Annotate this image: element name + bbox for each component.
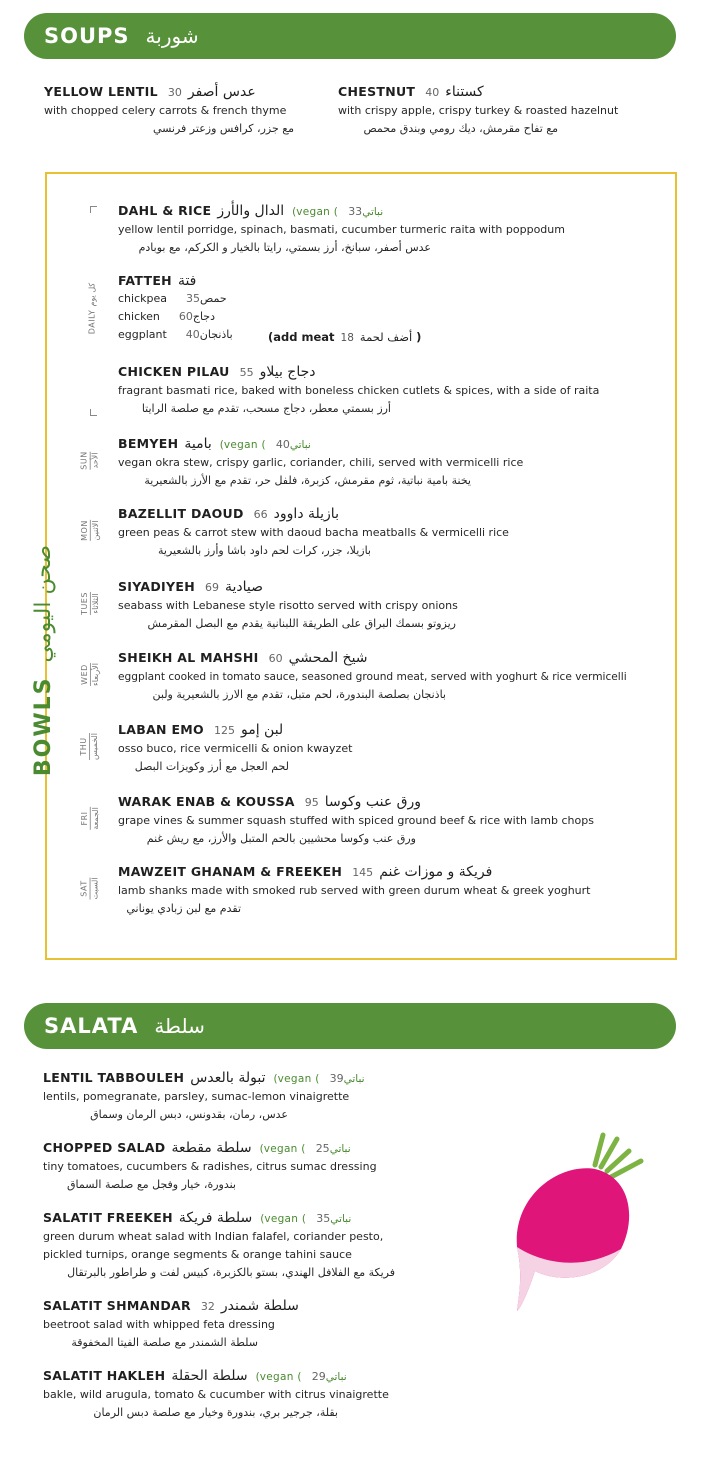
vegan-tag: (vegan (نباتي — [273, 1073, 365, 1085]
soups-title: SOUPS — [44, 24, 130, 48]
bowl-item-siyadiyeh — [118, 578, 458, 632]
day-tag-tues: TUES الثلاثاء — [79, 591, 100, 615]
item-name: YELLOW LENTIL — [44, 84, 158, 99]
item-desc-ar: عدس، رمان، بقدونس، دبس الرمان وسماق — [90, 1108, 288, 1121]
item-price: 35 — [316, 1212, 331, 1225]
bowl-item-dahl-rice — [118, 202, 565, 256]
item-desc: tiny tomatoes, cucumbers & radishes, citrus sumac dressing — [43, 1160, 377, 1173]
item-name-ar: فتة — [177, 273, 197, 289]
item-desc: lentils, pomegranate, parsley, sumac-lemon vinaigrette — [43, 1090, 350, 1103]
item-name: WARAK ENAB & KOUSSA — [118, 794, 295, 809]
day-tag-fri: FRI الجمعة — [79, 806, 100, 830]
item-price: 30 — [167, 86, 182, 99]
item-name-ar: سلطة الحقلة — [171, 1368, 248, 1384]
item-desc-ar: باذنجان بصلصة البندورة، لحم متبل، تقدم مع الارز بالشعيرية ولبن — [152, 688, 446, 701]
item-name: SHEIKH AL MAHSHI — [118, 650, 259, 665]
bowls-title-ar: صحن اليومي — [31, 544, 57, 662]
item-desc: yellow lentil porridge, spinach, basmati, cucumber turmeric raita with poppodum — [118, 223, 565, 236]
bowl-item-bazellit-daoud — [118, 505, 509, 559]
item-desc: lamb shanks made with smoked rub served with green durum wheat & greek yoghurt — [118, 884, 591, 897]
fatteh-option: chicken دجاج60 — [118, 310, 215, 323]
item-desc-ar: تقدم مع لبن زبادي يوناني — [126, 902, 241, 915]
salata-title: SALATA — [44, 1014, 139, 1038]
salad-item-chopped-salad — [43, 1139, 377, 1193]
soup-item-yellow-lentil — [44, 83, 294, 137]
item-name-ar: ورق عنب وكوسا — [324, 794, 422, 810]
item-name: LENTIL TABBOULEH — [43, 1070, 185, 1085]
add-meat-note: (add meat أضف لحمة18 ) — [268, 330, 422, 344]
bowls-label — [16, 530, 72, 790]
item-price: 40 — [275, 438, 290, 451]
beetroot-illustration — [505, 1125, 665, 1315]
soup-item-chestnut — [338, 83, 618, 137]
item-name: LABAN EMO — [118, 722, 204, 737]
add-meat-price: 18 — [340, 332, 354, 344]
item-name-ar: عدس أصفر — [187, 84, 256, 100]
item-name: SALATIT HAKLEH — [43, 1368, 166, 1383]
item-name: MAWZEIT GHANAM & FREEKEH — [118, 864, 343, 879]
vegan-tag: (vegan (نباتي — [219, 439, 311, 451]
item-price: 66 — [253, 508, 268, 521]
item-name-ar: لبن إمو — [240, 722, 284, 738]
item-desc: vegan okra stew, crispy garlic, coriander, chili, served with vermicelli rice — [118, 456, 524, 469]
beet-leaves-icon — [595, 1135, 641, 1177]
fatteh-option: chickpea حمص35 — [118, 292, 227, 305]
beet-body-icon — [517, 1168, 629, 1311]
item-price: 69 — [204, 581, 219, 594]
item-name: BAZELLIT DAOUD — [118, 506, 244, 521]
item-price: 145 — [352, 866, 374, 879]
item-name-ar: سلطة فريكة — [178, 1210, 253, 1226]
bowl-item-bemyeh — [118, 435, 523, 489]
item-name: SIYADIYEH — [118, 579, 195, 594]
item-desc-ar: بندورة، خيار وفجل مع صلصة السماق — [67, 1178, 236, 1191]
item-desc-ar: مع تفاح مقرمش، ديك رومي وبندق محمص — [363, 122, 558, 135]
item-desc: with crispy apple, crispy turkey & roasted hazelnut — [338, 104, 619, 117]
day-tag-sat: SAT السبت — [79, 876, 100, 900]
day-tag-wed: WED الأربعاء — [79, 662, 100, 686]
salad-item-salatit-freekeh — [43, 1209, 395, 1281]
fatteh-option: eggplant باذنجان40 — [118, 328, 233, 341]
item-name: SALATIT FREEKEH — [43, 1210, 173, 1225]
item-desc-ar: يخنة بامية نباتية، ثوم مقرمش، كزبرة، فلفل حر، تقدم مع الأرز بالشعيرية — [144, 474, 471, 487]
soups-header — [24, 13, 676, 59]
item-desc: with chopped celery carrots & french thyme — [44, 104, 287, 117]
item-desc: green durum wheat salad with Indian falafel, coriander pesto, — [43, 1230, 384, 1243]
vegan-tag: (vegan (نباتي — [292, 206, 384, 218]
item-name: BEMYEH — [118, 436, 179, 451]
item-name-ar: كستناء — [445, 84, 484, 100]
bowl-item-fatteh — [118, 272, 233, 344]
vegan-tag: (vegan (نباتي — [260, 1213, 352, 1225]
item-price: 25 — [315, 1142, 330, 1155]
salata-title-ar: سلطة — [154, 1014, 205, 1038]
item-name: CHICKEN PILAU — [118, 364, 230, 379]
daily-label: DAILY كل يوم — [87, 282, 97, 335]
item-desc: fragrant basmati rice, baked with boneless chicken cutlets & spices, with a side of raita — [118, 384, 600, 397]
item-price: 40 — [425, 86, 440, 99]
item-name-ar: صيادية — [224, 579, 263, 595]
item-name-ar: تبولة بالعدس — [190, 1070, 266, 1086]
item-name: CHESTNUT — [338, 84, 416, 99]
item-price: 33 — [348, 205, 363, 218]
bowl-item-sheikh-al-mahshi — [118, 649, 627, 703]
bowl-item-laban-emo — [118, 721, 352, 775]
item-price: 32 — [200, 1300, 215, 1313]
item-name-ar: بازيلة داوود — [273, 506, 339, 522]
add-meat-label-ar: أضف لحمة — [359, 330, 413, 344]
item-price: 39 — [329, 1072, 344, 1085]
salad-item-salatit-shmandar — [43, 1297, 299, 1351]
add-meat-label: (add meat — [268, 330, 335, 344]
item-desc-ar: مع جزر، كرافس وزعتر فرنسي — [152, 122, 294, 135]
item-name: DAHL & RICE — [118, 203, 212, 218]
item-desc: green peas & carrot stew with daoud bacha meatballs & vermicelli rice — [118, 526, 509, 539]
item-desc-ar: عدس أصفر، سبانخ، أرز بسمتي، رايتا بالخيار و الكركم، مع بوبادم — [138, 241, 431, 254]
item-desc: bakle, wild arugula, tomato & cucumber with citrus vinaigrette — [43, 1388, 389, 1401]
item-price: 125 — [213, 724, 235, 737]
item-name-ar: سلطة شمندر — [220, 1298, 299, 1314]
item-name-ar: شيخ المحشي — [288, 650, 368, 666]
item-price: 55 — [239, 366, 254, 379]
day-tag-mon: MON الاثنين — [79, 519, 100, 541]
item-desc-ar: ريزوتو بسمك البراق على الطريقة اللبنانية يقدم مع البصل المقرمش — [147, 617, 456, 630]
item-price: 60 — [268, 652, 283, 665]
vegan-tag: (vegan (نباتي — [259, 1143, 351, 1155]
salad-item-lentil-tabbouleh — [43, 1069, 365, 1123]
item-name-ar: فريكة و موزات غنم — [379, 864, 493, 880]
item-name-ar: بامية — [184, 436, 212, 452]
item-desc: eggplant cooked in tomato sauce, seasoned ground meat, served with yoghurt & rice vermicelli — [118, 671, 627, 683]
bowls-title: BOWLS — [31, 675, 57, 776]
bowl-item-warak-enab-koussa — [118, 793, 594, 847]
salata-header — [24, 1003, 676, 1049]
item-desc-ar: سلطة الشمندر مع صلصة الفيتا المخفوقة — [71, 1336, 258, 1349]
bowl-item-chicken-pilau — [118, 363, 599, 417]
item-desc-ar: ورق عنب وكوسا محشيين بالحم المتبل والأرز، مع ريش غنم — [146, 832, 416, 845]
day-tag-sun: SUN الأحد — [79, 450, 100, 470]
item-name-ar: الدال والأرز — [217, 203, 285, 219]
daily-bracket — [78, 206, 108, 416]
item-desc-ar: فريكة مع الفلافل الهندي، بستو بالكزبرة، كبيس لفت و طراطور بالبرتقال — [67, 1266, 395, 1279]
item-desc-ar: لحم العجل مع أرز وكويزات البصل — [134, 760, 289, 773]
item-desc: osso buco, rice vermicelli & onion kwayzet — [118, 742, 353, 755]
item-price: 29 — [311, 1370, 326, 1383]
item-price: 95 — [304, 796, 319, 809]
item-desc: beetroot salad with whipped feta dressing — [43, 1318, 275, 1331]
soups-title-ar: شوربة — [145, 24, 199, 48]
item-name: CHOPPED SALAD — [43, 1140, 166, 1155]
item-name-ar: سلطة مقطعة — [171, 1140, 252, 1156]
item-desc: grape vines & summer squash stuffed with spiced ground beef & rice with lamb chops — [118, 814, 594, 827]
item-name: FATTEH — [118, 273, 172, 288]
item-desc-cont: pickled turnips, orange segments & orange tahini sauce — [43, 1248, 352, 1261]
item-desc-ar: أرز بسمتي معطر، دجاج مسحب، تقدم مع صلصة الرايتا — [141, 402, 391, 415]
salad-item-salatit-hakleh — [43, 1367, 389, 1421]
item-name: SALATIT SHMANDAR — [43, 1298, 191, 1313]
item-desc-ar: بازيلا، جزر، كرات لحم داود باشا وأرز بالشعيرية — [158, 544, 371, 557]
vegan-tag: (vegan (نباتي — [255, 1371, 347, 1383]
day-tag-thu: THU الخميس — [79, 732, 100, 760]
item-desc: seabass with Lebanese style risotto served with crispy onions — [118, 599, 458, 612]
item-desc-ar: بقلة، جرجير بري، بندورة وخيار مع صلصة دبس الرمان — [93, 1406, 338, 1419]
item-name-ar: دجاج بيلاو — [259, 364, 316, 380]
bowl-item-mawzeit-ghanam-freekeh — [118, 863, 590, 917]
